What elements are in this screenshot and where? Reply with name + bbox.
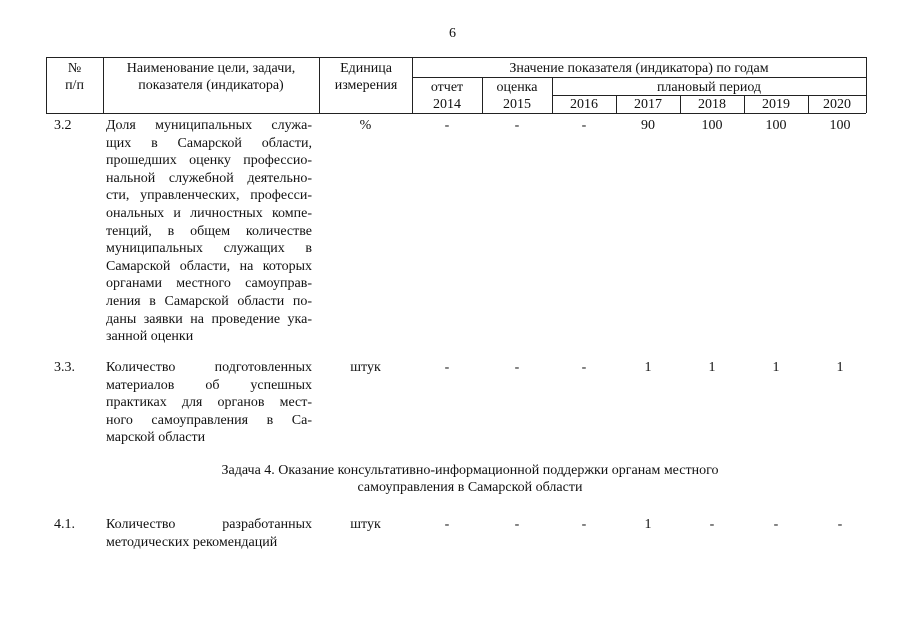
header-unit: Единица измерения bbox=[334, 61, 398, 93]
header-planned-period: плановый период bbox=[656, 80, 762, 95]
header-report: отчет bbox=[430, 80, 464, 95]
header-name: Наименование цели, задачи, показателя (индикатора) bbox=[126, 61, 296, 93]
row-unit: штук bbox=[350, 517, 381, 532]
value-2018: - bbox=[709, 517, 715, 532]
value-2017: 1 bbox=[644, 360, 652, 375]
header-year-2020: 2020 bbox=[823, 97, 851, 112]
value-2020: 1 bbox=[836, 360, 844, 375]
task-4-line-1: Задача 4. Оказание консультативно-информационной поддержки органам местного bbox=[221, 463, 719, 478]
task-4-line-2: самоуправления в Самарской области bbox=[357, 480, 583, 495]
row-description: Количество подготовленных материалов об успешных практиках для органов мест- ного самоуправления в Са- марской области bbox=[106, 360, 312, 446]
header-estimate: оценка bbox=[496, 80, 538, 95]
value-2014: - bbox=[444, 118, 450, 133]
task-4-heading bbox=[170, 462, 770, 496]
header-report-year: 2014 bbox=[433, 97, 461, 112]
value-2020: 100 bbox=[829, 118, 851, 133]
row-unit: % bbox=[359, 118, 372, 133]
header-no: № п/п bbox=[65, 61, 84, 93]
header-values-title: Значение показателя (индикатора) по годам bbox=[509, 61, 769, 76]
header-year-2019: 2019 bbox=[762, 97, 790, 112]
row-number: 3.2 bbox=[54, 118, 72, 133]
row-number: 4.1. bbox=[54, 517, 75, 532]
value-2015: - bbox=[514, 360, 520, 375]
header-year-2016: 2016 bbox=[570, 97, 598, 112]
value-2019: - bbox=[773, 517, 779, 532]
header-estimate-year: 2015 bbox=[503, 97, 531, 112]
value-2020: - bbox=[837, 517, 843, 532]
value-2019: 1 bbox=[772, 360, 780, 375]
value-2016: - bbox=[581, 360, 587, 375]
row-number: 3.3. bbox=[54, 360, 75, 375]
value-2016: - bbox=[581, 118, 587, 133]
value-2018: 100 bbox=[701, 118, 723, 133]
row-description: Количество разработанных методических рекомендаций bbox=[106, 517, 312, 550]
value-2014: - bbox=[444, 360, 450, 375]
row-description: Доля муниципальных служа- щих в Самарской области, прошедших оценку профессио- нальной служебной деятельно- сти, управленческих, професси- ональных и личностных компе- тенций, в общем количестве муниципальных служащих в Самарской области, на которых органами местного самоуправ- ления в Самарской области по- даны заявки на проведение ука- занной оценки bbox=[106, 118, 312, 345]
value-2014: - bbox=[444, 517, 450, 532]
value-2017: 1 bbox=[644, 517, 652, 532]
page-number: 6 bbox=[449, 26, 456, 41]
row-unit: штук bbox=[350, 360, 381, 375]
header-year-2017: 2017 bbox=[634, 97, 662, 112]
header-year-2018: 2018 bbox=[698, 97, 726, 112]
value-2019: 100 bbox=[765, 118, 787, 133]
value-2015: - bbox=[514, 118, 520, 133]
value-2018: 1 bbox=[708, 360, 716, 375]
value-2017: 90 bbox=[641, 118, 655, 133]
value-2015: - bbox=[514, 517, 520, 532]
value-2016: - bbox=[581, 517, 587, 532]
